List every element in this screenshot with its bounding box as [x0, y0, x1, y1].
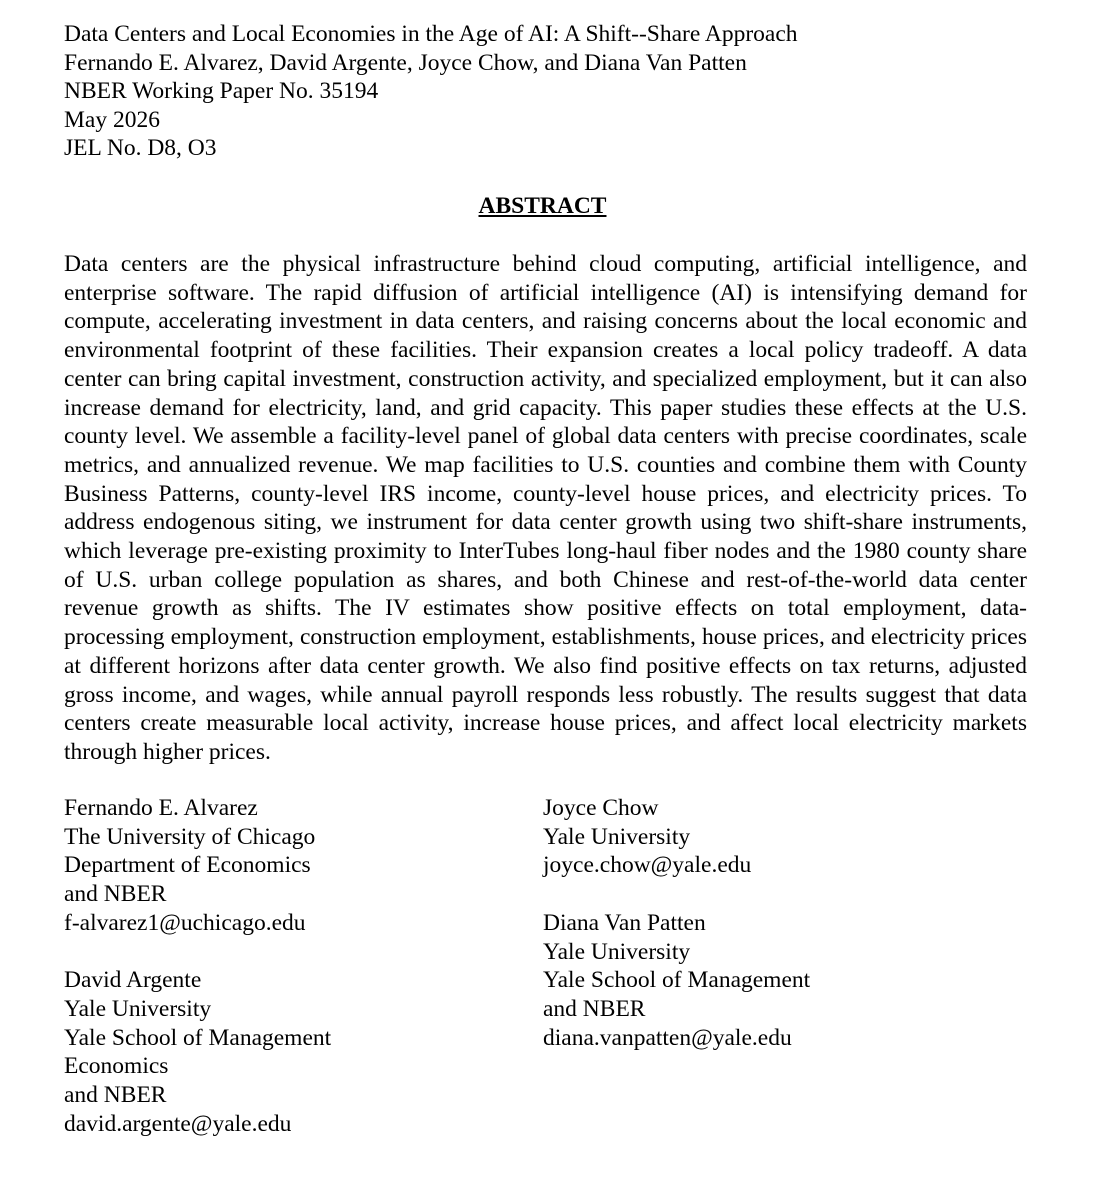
author-name: Diana Van Patten: [543, 909, 706, 936]
abstract-heading: ABSTRACT: [478, 193, 607, 219]
author-email: f-alvarez1@uchicago.edu: [64, 909, 306, 936]
author-affiliation: and NBER: [543, 995, 646, 1022]
author-affiliation: Yale University: [543, 823, 691, 850]
author-email: joyce.chow@yale.edu: [543, 852, 752, 879]
author-affiliation: Economics: [64, 1053, 169, 1080]
jel-codes: JEL No. D8, O3: [64, 135, 217, 162]
author-name: Fernando E. Alvarez: [64, 795, 258, 821]
author-affiliation: The University of Chicago: [64, 823, 316, 850]
author-name: Joyce Chow: [543, 795, 659, 821]
abstract-text: Data centers are the physical infrastructure behind cloud computing, artificial intelligence, and enterprise software. The rapid diffusion of artificial intelligence (AI) is intensifying demand for compute, accelerating investment in data centers, and raising concerns about the local economic and environmental footprint of these facilities. Their expansion creates a local policy tradeoff. A data center can bring capital investment, construction activity, and specialized employment, but it can also increase demand for electricity, land, and grid capacity. This paper studies these effects at the U.S. county level. We assemble a facility-level panel of global data centers with precise coordinates, scale metrics, and annualized revenue. We map facilities to U.S. counties and combine them with County Business Patterns, county-level IRS income, county-level house prices, and electricity prices. To address endogenous siting, we instrument for data center growth using two shift-share instruments, which leverage pre-existing proximity to InterTubes long-haul fiber nodes and the 1980 county share of U.S. urban college population as shares, and both Chinese and rest-of-the-world data center revenue growth as shifts. The IV estimates show positive effects on total employment, data-processing employment, construction employment, establishments, house prices, and electricity prices at different horizons after data center growth. We also find positive effects on tax returns, adjusted gross income, and wages, while annual payroll responds less robustly. The results suggest that data centers create measurable local activity, increase house prices, and affect local electricity markets through higher prices.: [64, 251, 1027, 765]
author-affiliations-left: [64, 794, 331, 1167]
author-affiliation: Department of Economics: [64, 852, 311, 879]
working-paper-number: NBER Working Paper No. 35194: [64, 78, 379, 105]
author-affiliation: Yale School of Management: [543, 967, 811, 994]
author-affiliations-right: [543, 794, 810, 1081]
author-email: david.argente@yale.edu: [64, 1110, 292, 1137]
paper-header: [64, 20, 798, 163]
author-name: David Argente: [64, 967, 202, 994]
author-email: diana.vanpatten@yale.edu: [543, 1024, 792, 1051]
author-block-chow: [543, 794, 810, 880]
author-affiliation: Yale School of Management: [64, 1024, 332, 1051]
author-block-van-patten: [543, 909, 810, 1053]
author-block-argente: [64, 966, 331, 1138]
publication-date: May 2026: [64, 106, 160, 133]
author-list: Fernando E. Alvarez, David Argente, Joyce Chow, and Diana Van Patten: [64, 49, 747, 76]
author-block-alvarez: [64, 794, 331, 938]
author-affiliation: Yale University: [543, 938, 691, 965]
author-affiliation: and NBER: [64, 1082, 167, 1109]
author-affiliation: and NBER: [64, 881, 167, 908]
paper-title: Data Centers and Local Economies in the Age of AI: A Shift--Share Approach: [64, 21, 798, 47]
author-affiliation: Yale University: [64, 995, 212, 1022]
